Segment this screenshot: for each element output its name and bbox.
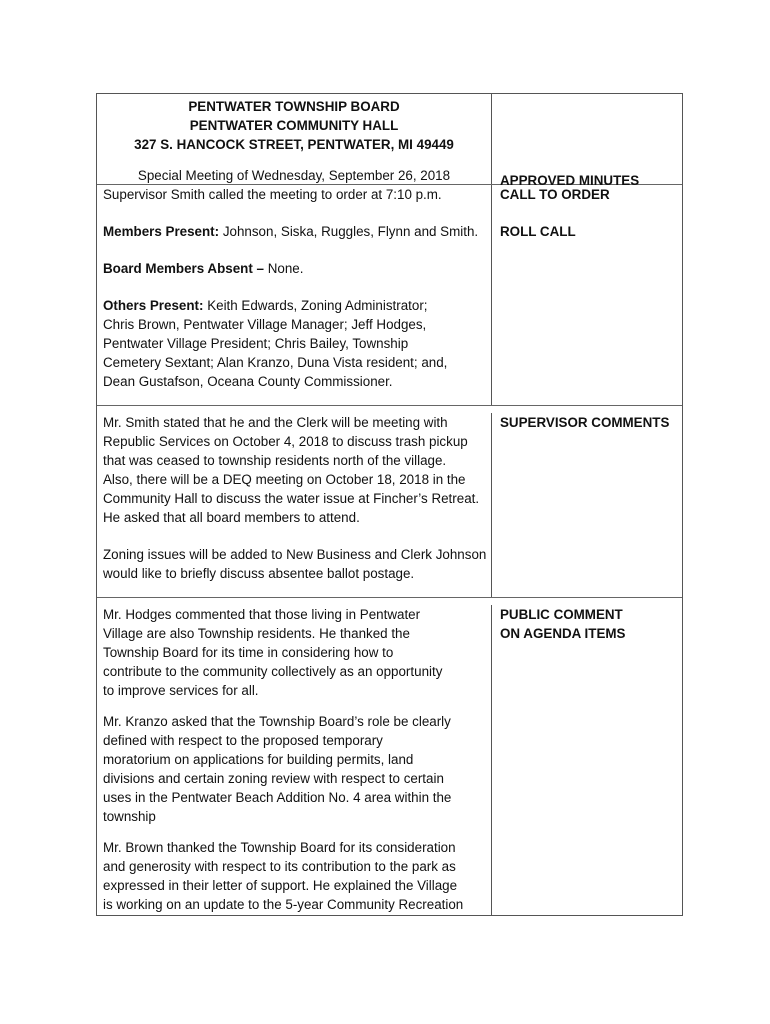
others-present-line-4: Cemetery Sextant; Alan Kranzo, Duna Vista resident; and, bbox=[103, 355, 448, 370]
public-comment-heading-line-1: PUBLIC COMMENT bbox=[500, 607, 623, 622]
public-para2-line-1: Mr. Kranzo asked that the Township Board’s role be clearly bbox=[103, 714, 451, 729]
members-absent-text: None. bbox=[263, 261, 304, 276]
supervisor-para2-line-1: Zoning issues will be added to New Business and Clerk Johnson bbox=[103, 547, 487, 562]
hall-name: PENTWATER COMMUNITY HALL bbox=[189, 118, 399, 133]
approved-minutes-label: APPROVED MINUTES bbox=[500, 173, 640, 188]
others-present-line-3: Pentwater Village President; Chris Bailey, Township bbox=[103, 336, 409, 351]
others-present-line-5: Dean Gustafson, Oceana County Commissioner. bbox=[103, 374, 393, 389]
supervisor-para1-line-3: that was ceased to township residents north of the village. bbox=[103, 453, 447, 468]
public-para2-line-3: moratorium on applications for building permits, land bbox=[103, 752, 414, 767]
supervisor-para1-line-2: Republic Services on October 4, 2018 to discuss trash pickup bbox=[103, 434, 468, 449]
public-comment-row bbox=[97, 597, 682, 915]
address: 327 S. HANCOCK STREET, PENTWATER, MI 49449 bbox=[134, 137, 454, 152]
supervisor-para1-line-6: He asked that all board members to attend. bbox=[103, 510, 360, 525]
public-comment-left bbox=[97, 605, 492, 915]
table-bottom-border bbox=[97, 915, 682, 916]
supervisor-comments-row bbox=[97, 405, 682, 597]
supervisor-para1-line-5: Community Hall to discuss the water issue at Fincher’s Retreat. bbox=[103, 491, 480, 506]
public-para1-line-4: contribute to the community collectively as an opportunity bbox=[103, 664, 443, 679]
others-present-line-1: Others Present: Keith Edwards, Zoning Administrator; bbox=[103, 298, 428, 313]
public-para3-line-4: is working on an update to the 5-year Community Recreation bbox=[103, 897, 464, 912]
meeting-title: Special Meeting of Wednesday, September 26, 2018 bbox=[137, 168, 451, 183]
header-left-cell bbox=[97, 94, 492, 184]
public-comment-heading-line-2: ON AGENDA ITEMS bbox=[500, 626, 626, 641]
call-to-order-text: Supervisor Smith called the meeting to order at 7:10 p.m. bbox=[103, 187, 442, 202]
call-to-order-heading: CALL TO ORDER bbox=[500, 187, 610, 202]
public-para2-line-5: uses in the Pentwater Beach Addition No. 4 area within the bbox=[103, 790, 452, 805]
supervisor-para1-line-1: Mr. Smith stated that he and the Clerk will be meeting with bbox=[103, 415, 448, 430]
members-present bbox=[103, 222, 491, 241]
public-para2-line-6: township bbox=[103, 809, 156, 824]
public-para1-line-1: Mr. Hodges commented that those living in Pentwater bbox=[103, 607, 421, 622]
others-present-line-2: Chris Brown, Pentwater Village Manager; Jeff Hodges, bbox=[103, 317, 427, 332]
members-present-label: Members Present: bbox=[103, 224, 220, 239]
members-absent bbox=[103, 259, 491, 278]
public-para3-line-3: expressed in their letter of support. He explained the Village bbox=[103, 878, 458, 893]
board-name: PENTWATER TOWNSHIP BOARD bbox=[188, 99, 400, 114]
public-para1-line-2: Village are also Township residents. He thanked the bbox=[103, 626, 410, 641]
call-to-order-left bbox=[97, 185, 492, 405]
supervisor-para1-line-4: Also, there will be a DEQ meeting on October 18, 2018 in the bbox=[103, 472, 466, 487]
roll-call-heading: ROLL CALL bbox=[500, 224, 576, 239]
others-present-label: Others Present: bbox=[103, 298, 204, 313]
header-row bbox=[97, 94, 682, 188]
public-para1-line-5: to improve services for all. bbox=[103, 683, 259, 698]
supervisor-comments-left bbox=[97, 413, 492, 597]
public-para3-line-1: Mr. Brown thanked the Township Board for its consideration bbox=[103, 840, 456, 855]
public-para2-line-2: defined with respect to the proposed temporary bbox=[103, 733, 383, 748]
public-comment-right bbox=[492, 605, 682, 915]
minutes-table bbox=[96, 93, 683, 916]
members-present-text: Johnson, Siska, Ruggles, Flynn and Smith. bbox=[219, 224, 479, 239]
public-para2-line-4: divisions and certain zoning review with respect to certain bbox=[103, 771, 444, 786]
supervisor-para2-line-2: would like to briefly discuss absentee ballot postage. bbox=[103, 566, 415, 581]
supervisor-comments-heading: SUPERVISOR COMMENTS bbox=[500, 415, 670, 430]
supervisor-comments-right bbox=[492, 413, 682, 597]
members-absent-label: Board Members Absent – bbox=[103, 261, 264, 276]
public-para3-line-2: and generosity with respect to its contribution to the park as bbox=[103, 859, 456, 874]
public-para1-line-3: Township Board for its time in considering how to bbox=[103, 645, 394, 660]
header-right-cell bbox=[492, 94, 682, 188]
call-to-order-right bbox=[492, 185, 682, 405]
call-to-order-row bbox=[97, 184, 682, 405]
